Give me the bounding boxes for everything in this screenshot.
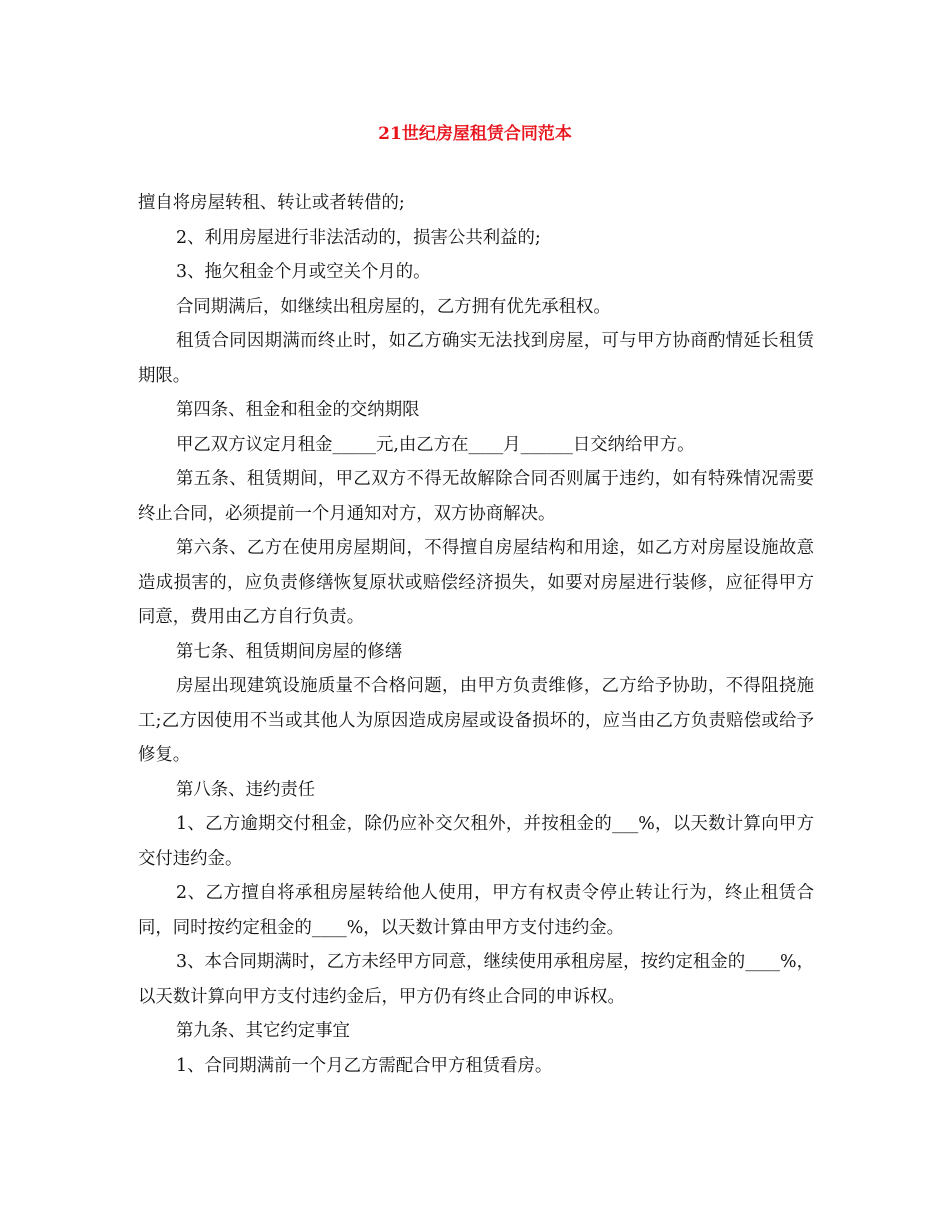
section-heading-article-9: 第九条、其它约定事宜 — [176, 1021, 350, 1041]
section-heading-article-4: 第四条、租金和租金的交纳期限 — [176, 400, 420, 420]
section-heading-article-7: 第七条、租赁期间房屋的修缮 — [176, 641, 403, 662]
paragraph-4: 合同期满后，如继续出租房屋的，乙方拥有优先承租权。 — [176, 296, 611, 317]
paragraph-15: 3、本合同期满时，乙方未经甲方同意，继续使用承租房屋，按约定租金的____%，以天数计算向甲方支付违约金后，甲方仍有终止合同的申诉权。 — [138, 952, 814, 1007]
paragraph-13: 1、乙方逾期交付租金，除仍应补交欠租外，并按租金的___%，以天数计算向甲方交付违约金。 — [138, 814, 814, 869]
paragraph-5: 租赁合同因期满而终止时，如乙方确实无法找到房屋，可与甲方协商酌情延长租赁期限。 — [138, 331, 814, 386]
paragraph-2: 2、利用房屋进行非法活动的，损害公共利益的; — [176, 227, 541, 248]
paragraph-article-6: 第六条、乙方在使用房屋期间，不得擅自房屋结构和用途，如乙方对房屋设施故意造成损害的，应负责修缮恢复原状或赔偿经济损失，如要对房屋进行装修，应征得甲方同意，费用由乙方自行负责。 — [138, 538, 814, 627]
paragraph-14: 2、乙方擅自将承租房屋转给他人使用，甲方有权责令停止转让行为，终止租赁合同，同时按约定租金的____%，以天数计算由甲方支付违约金。 — [138, 883, 814, 938]
paragraph-1: 擅自将房屋转租、转让或者转借的; — [138, 193, 405, 213]
section-heading-article-8: 第八条、违约责任 — [176, 779, 316, 800]
paragraph-article-5: 第五条、租赁期间，甲乙双方不得无故解除合同否则属于违约，如有特殊情况需要终止合同，必须提前一个月通知对方，双方协商解决。 — [138, 469, 814, 524]
document-body — [138, 186, 814, 1083]
paragraph-7: 甲乙双方议定月租金_____元,由乙方在____月______日交纳给甲方。 — [176, 434, 695, 455]
document-title: 21世纪房屋租赁合同范本 — [378, 124, 572, 144]
paragraph-17: 1、合同期满前一个月乙方需配合甲方租赁看房。 — [176, 1055, 553, 1076]
paragraph-3: 3、拖欠租金个月或空关个月的。 — [176, 262, 431, 282]
paragraph-11: 房屋出现建筑设施质量不合格问题，由甲方负责维修，乙方给予协助，不得阻挠施工;乙方因使用不当或其他人为原因造成房屋或设备损坏的，应当由乙方负责赔偿或给予修复。 — [138, 676, 814, 765]
